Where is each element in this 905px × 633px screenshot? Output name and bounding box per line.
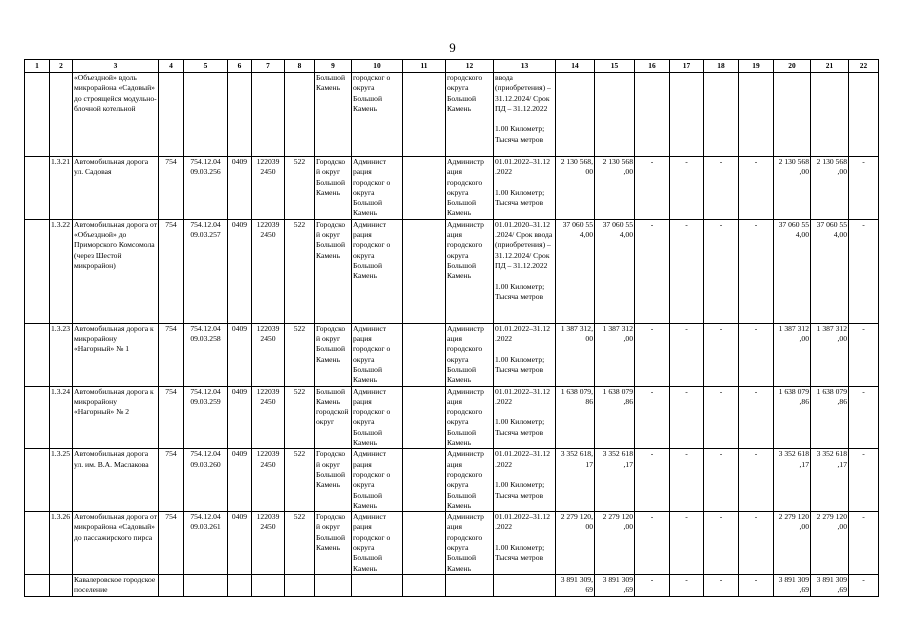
table-row (25, 449, 879, 512)
cell (403, 386, 446, 449)
period-cell: 01.01.2022–31.12 .2022 1.00 Километр; Тысяча метров (494, 512, 556, 575)
amount-cell: 37 060 55 4,00 (811, 219, 849, 323)
cell (25, 219, 50, 323)
cell (285, 575, 315, 597)
cell: - (635, 323, 670, 386)
cell (25, 157, 50, 220)
cell (285, 73, 315, 157)
cell: - (704, 512, 739, 575)
cell (25, 73, 50, 157)
cell: 754.12.04 09.03.256 (184, 157, 228, 220)
developer-cell: Администр ация городского округа Большой Камень (446, 323, 494, 386)
cell: 122039 2450 (252, 323, 285, 386)
column-header: 7 (252, 60, 285, 73)
header-row (25, 60, 879, 73)
customer-cell: городског о округа Большой Камень (352, 73, 403, 157)
cell: - (670, 449, 704, 512)
column-header: 21 (811, 60, 849, 73)
column-header: 12 (446, 60, 494, 73)
cell: 122039 2450 (252, 157, 285, 220)
cell (25, 386, 50, 449)
amount-cell: 3 891 309 ,69 (811, 575, 849, 597)
developer-cell: Администр ация городского округа Большой Камень (446, 512, 494, 575)
cell (403, 73, 446, 157)
row-number: 1.3.22 (50, 219, 73, 323)
settlement-name: Кавалеровское городское поселение (73, 575, 159, 597)
cell: 754.12.04 09.03.258 (184, 323, 228, 386)
column-header: 1 (25, 60, 50, 73)
column-header: 17 (670, 60, 704, 73)
cell (25, 512, 50, 575)
amount-cell: 3 352 618, 17 (556, 449, 595, 512)
cell: 754.12.04 09.03.257 (184, 219, 228, 323)
location-cell: Городско й округ Большой Камень (315, 323, 352, 386)
cell: - (635, 512, 670, 575)
table-row (25, 219, 879, 323)
cell: - (670, 575, 704, 597)
cell: - (635, 219, 670, 323)
cell: 754 (159, 323, 184, 386)
column-header: 13 (494, 60, 556, 73)
column-header: 5 (184, 60, 228, 73)
table-row-continuation (25, 73, 879, 157)
cell: 522 (285, 219, 315, 323)
cell: - (849, 575, 879, 597)
customer-cell: Админист рация городског о округа Большой Камень (352, 219, 403, 323)
table-row (25, 157, 879, 220)
cell: 754.12.04 09.03.261 (184, 512, 228, 575)
column-header: 15 (595, 60, 635, 73)
cell (159, 73, 184, 157)
cell (494, 575, 556, 597)
object-name: Автомобильная дорога от «Объездной» до Приморского Комсомола (через Шестой микрорайон) (73, 219, 159, 323)
cell (635, 73, 670, 157)
row-number: 1.3.26 (50, 512, 73, 575)
column-header: 18 (704, 60, 739, 73)
location-cell: Большой Камень (315, 73, 352, 157)
cell: 122039 2450 (252, 219, 285, 323)
column-header: 9 (315, 60, 352, 73)
cell: 754.12.04 09.03.259 (184, 386, 228, 449)
column-header: 16 (635, 60, 670, 73)
cell: - (704, 157, 739, 220)
cell: - (849, 219, 879, 323)
cell: 754 (159, 449, 184, 512)
amount-cell: 2 130 568 ,00 (811, 157, 849, 220)
cell: - (739, 157, 774, 220)
customer-cell: Админист рация городског о округа Большой Камень (352, 157, 403, 220)
cell: 522 (285, 323, 315, 386)
column-header: 20 (774, 60, 811, 73)
amount-cell: 1 387 312 ,00 (811, 323, 849, 386)
cell (403, 575, 446, 597)
cell: - (670, 219, 704, 323)
cell: 122039 2450 (252, 512, 285, 575)
amount-cell: 2 130 568, 00 (556, 157, 595, 220)
developer-cell: Администр ация городского округа Большой Камень (446, 157, 494, 220)
column-header: 2 (50, 60, 73, 73)
amount-cell: 1 387 312 ,00 (774, 323, 811, 386)
row-number: 1.3.23 (50, 323, 73, 386)
column-header: 8 (285, 60, 315, 73)
cell: - (635, 157, 670, 220)
amount-cell: 2 130 568 ,00 (774, 157, 811, 220)
location-cell: Городско й округ Большой Камень (315, 512, 352, 575)
amount-cell: 1 387 312 ,00 (595, 323, 635, 386)
cell (50, 575, 73, 597)
cell (184, 73, 228, 157)
cell (352, 575, 403, 597)
cell: 754 (159, 512, 184, 575)
cell: - (739, 575, 774, 597)
column-header: 11 (403, 60, 446, 73)
object-name: Автомобильная дорога к микрорайону «Нагорный» № 1 (73, 323, 159, 386)
cell: - (849, 512, 879, 575)
cell: - (704, 575, 739, 597)
period-cell: 01.01.2022–31.12 .2022 1.00 Километр; Тысяча метров (494, 157, 556, 220)
column-header: 3 (73, 60, 159, 73)
row-number: 1.3.24 (50, 386, 73, 449)
cell: - (670, 157, 704, 220)
cell (228, 73, 252, 157)
customer-cell: Админист рация городског о округа Большой Камень (352, 386, 403, 449)
table-row-total (25, 575, 879, 597)
cell (25, 323, 50, 386)
object-name: Автомобильная дорога ул. им. В.А. Маслакова (73, 449, 159, 512)
customer-cell: Админист рация городског о округа Большой Камень (352, 449, 403, 512)
cell: - (704, 323, 739, 386)
cell: - (739, 386, 774, 449)
cell: - (704, 219, 739, 323)
object-name: Автомобильная дорога к микрорайону «Нагорный» № 2 (73, 386, 159, 449)
cell (774, 73, 811, 157)
cell (252, 575, 285, 597)
column-header: 14 (556, 60, 595, 73)
amount-cell: 2 279 120 ,00 (774, 512, 811, 575)
cell (315, 575, 352, 597)
amount-cell: 37 060 55 4,00 (595, 219, 635, 323)
cell: 0409 (228, 386, 252, 449)
cell: - (739, 219, 774, 323)
developer-cell: городского округа Большой Камень (446, 73, 494, 157)
location-cell: Городско й округ Большой Камень (315, 157, 352, 220)
amount-cell: 3 891 309 ,69 (595, 575, 635, 597)
amount-cell: 3 891 309 ,69 (774, 575, 811, 597)
cell: - (670, 323, 704, 386)
location-cell: Большой Камень городской округ (315, 386, 352, 449)
cell: 522 (285, 449, 315, 512)
amount-cell: 37 060 55 4,00 (556, 219, 595, 323)
cell: 0409 (228, 219, 252, 323)
cell: - (635, 449, 670, 512)
amount-cell: 3 891 309, 69 (556, 575, 595, 597)
amount-cell: 2 130 568 ,00 (595, 157, 635, 220)
cell (25, 575, 50, 597)
cell (670, 73, 704, 157)
cell: 754 (159, 219, 184, 323)
amount-cell: 1 638 079, 86 (556, 386, 595, 449)
object-name: Автомобильная дорога ул. Садовая (73, 157, 159, 220)
cell: - (704, 386, 739, 449)
cell: - (739, 512, 774, 575)
cell (704, 73, 739, 157)
cell: 754 (159, 386, 184, 449)
cell: 122039 2450 (252, 386, 285, 449)
column-header: 10 (352, 60, 403, 73)
customer-cell: Админист рация городског о округа Большой Камень (352, 512, 403, 575)
cell: - (635, 386, 670, 449)
cell (159, 575, 184, 597)
cell: 522 (285, 512, 315, 575)
amount-cell: 2 279 120, 00 (556, 512, 595, 575)
cell: - (849, 157, 879, 220)
location-cell: Городско й округ Большой Камень (315, 449, 352, 512)
cell: 0409 (228, 323, 252, 386)
cell: 0409 (228, 512, 252, 575)
cell (228, 575, 252, 597)
amount-cell: 3 352 618 ,17 (774, 449, 811, 512)
amount-cell: 2 279 120 ,00 (595, 512, 635, 575)
cell: 0409 (228, 157, 252, 220)
location-cell: Городско й округ Большой Камень (315, 219, 352, 323)
cell (849, 73, 879, 157)
cell: 0409 (228, 449, 252, 512)
cell (403, 449, 446, 512)
table-row (25, 512, 879, 575)
column-header: 6 (228, 60, 252, 73)
cell (252, 73, 285, 157)
column-header: 4 (159, 60, 184, 73)
column-header: 19 (739, 60, 774, 73)
amount-cell: 1 638 079 ,86 (595, 386, 635, 449)
period-cell: ввода (приобретения) – 31.12.2024/ Срок ПД – 31.12.2022 1.00 Километр; Тысяча метров (494, 73, 556, 157)
object-name: Автомобильная дорога от микрорайона «Садовый» до пассажирского пирса (73, 512, 159, 575)
period-cell: 01.01.2022–31.12 .2022 1.00 Километр; Тысяча метров (494, 449, 556, 512)
cell: 122039 2450 (252, 449, 285, 512)
cell: - (739, 449, 774, 512)
cell: - (849, 323, 879, 386)
amount-cell: 3 352 618 ,17 (811, 449, 849, 512)
developer-cell: Администр ация городского округа Большой Камень (446, 219, 494, 323)
cell: 522 (285, 157, 315, 220)
page-number: 9 (449, 40, 456, 55)
cell (595, 73, 635, 157)
object-name: «Объездной» вдоль микрорайона «Садовый» до строящейся модульно-блочной котельной (73, 73, 159, 157)
table-row (25, 386, 879, 449)
cell (403, 512, 446, 575)
developer-cell: Администр ация городского округа Большой Камень (446, 386, 494, 449)
cell: - (849, 449, 879, 512)
cell: - (704, 449, 739, 512)
cell (446, 575, 494, 597)
amount-cell: 1 638 079 ,86 (774, 386, 811, 449)
cell (50, 73, 73, 157)
cell: 754 (159, 157, 184, 220)
cell: - (635, 575, 670, 597)
cell (739, 73, 774, 157)
cell (403, 323, 446, 386)
amount-cell: 37 060 55 4,00 (774, 219, 811, 323)
amount-cell: 3 352 618 ,17 (595, 449, 635, 512)
cell: - (849, 386, 879, 449)
investment-table (24, 59, 879, 597)
cell (403, 219, 446, 323)
customer-cell: Админист рация городског о округа Большой Камень (352, 323, 403, 386)
cell: 754.12.04 09.03.260 (184, 449, 228, 512)
cell: - (670, 386, 704, 449)
cell (184, 575, 228, 597)
row-number: 1.3.21 (50, 157, 73, 220)
cell (811, 73, 849, 157)
column-header: 22 (849, 60, 879, 73)
period-cell: 01.01.2022–31.12 .2022 1.00 Километр; Тысяча метров (494, 386, 556, 449)
period-cell: 01.01.2020–31.12 .2024/ Срок ввода (приобретения) – 31.12.2024/ Срок ПД – 31.12.2022 1.00 Километр; Тысяча метров (494, 219, 556, 323)
cell: - (739, 323, 774, 386)
amount-cell: 2 279 120 ,00 (811, 512, 849, 575)
cell: 522 (285, 386, 315, 449)
cell: - (670, 512, 704, 575)
amount-cell: 1 387 312, 00 (556, 323, 595, 386)
cell (403, 157, 446, 220)
amount-cell: 1 638 079 ,86 (811, 386, 849, 449)
row-number: 1.3.25 (50, 449, 73, 512)
table-row (25, 323, 879, 386)
cell (556, 73, 595, 157)
developer-cell: Администр ация городского округа Большой Камень (446, 449, 494, 512)
period-cell: 01.01.2022–31.12 .2022 1.00 Километр; Тысяча метров (494, 323, 556, 386)
cell (25, 449, 50, 512)
